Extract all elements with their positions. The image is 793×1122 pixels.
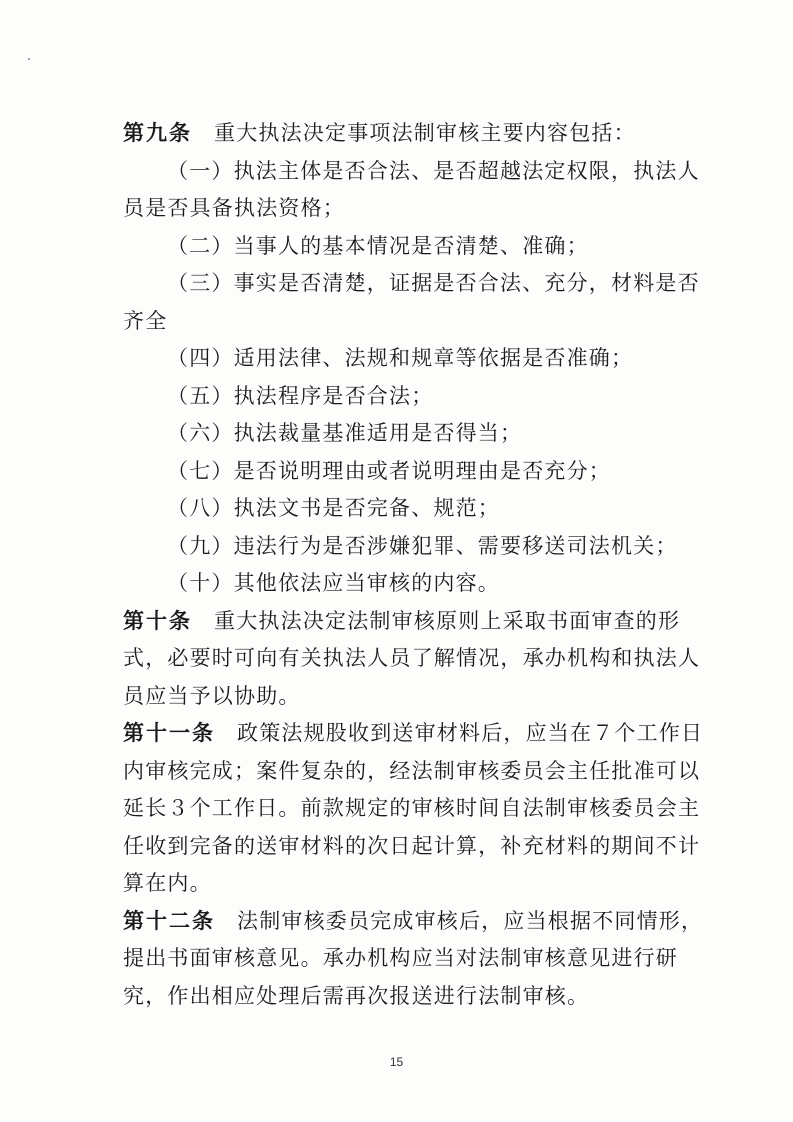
article-9-item-3-cont: 齐全 — [123, 308, 168, 333]
article-heading: 第十条 — [123, 608, 192, 633]
article-11-line-5: 算在内。 — [123, 871, 212, 895]
article-9-item-3: （三）事实是否清楚，证据是否合法、充分，材料是否 — [167, 271, 700, 295]
article-9-item-10: （十）其他依法应当审核的内容。 — [167, 571, 500, 595]
article-9-item-8: （八）执法文书是否完备、规范； — [167, 496, 500, 520]
article-9-item-9: （九）违法行为是否涉嫌犯罪、需要移送司法机关； — [167, 533, 678, 558]
article-9-line-1 — [123, 115, 688, 153]
article-9-item-5: （五）执法程序是否合法； — [167, 383, 434, 408]
scan-speck — [28, 58, 30, 60]
article-9-item-4: （四）适用法律、法规和规章等依据是否准确； — [167, 346, 634, 370]
article-heading: 第十一条 — [123, 721, 215, 745]
article-11-line-2: 内审核完成；案件复杂的，经法制审核委员会主任批准可以 — [123, 758, 701, 783]
article-text: 政策法规股收到送审材料后，应当在７个工作日 — [237, 721, 704, 745]
article-12-line-3: 究，作出相应处理后需再次报送进行法制审核。 — [123, 983, 590, 1008]
article-text: 重大执法决定事项法制审核主要内容包括： — [214, 121, 636, 145]
article-heading: 第十二条 — [123, 908, 215, 933]
article-9-item-1: （一）执法主体是否合法、是否超越法定权限，执法人 — [167, 158, 700, 183]
article-text: 法制审核委员完成审核后，应当根据不同情形， — [237, 908, 704, 933]
article-10-line-2: 式，必要时可向有关执法人员了解情况，承办机构和执法人 — [123, 646, 701, 670]
article-9-item-7: （七）是否说明理由或者说明理由是否充分； — [167, 458, 611, 483]
article-12-line-2: 提出书面审核意见。承办机构应当对法制审核意见进行研 — [123, 946, 678, 970]
article-11-line-3: 延长３个工作日。前款规定的审核时间自法制审核委员会主 — [123, 796, 701, 820]
article-9-item-6: （六）执法裁量基准适用是否得当； — [167, 421, 523, 445]
document-body — [123, 115, 704, 1015]
article-9-item-1-cont: 员是否具备执法资格； — [123, 196, 345, 220]
article-11-line-4: 任收到完备的送审材料的次日起计算，补充材料的期间不计 — [123, 833, 701, 858]
article-10-line-1 — [123, 603, 688, 641]
article-heading: 第九条 — [123, 121, 192, 145]
article-12-line-1 — [123, 903, 704, 941]
article-text: 重大执法决定法制审核原则上采取书面审查的形 — [214, 608, 681, 633]
page-number: 15 — [389, 1055, 404, 1069]
article-10-line-3: 员应当予以协助。 — [123, 683, 301, 708]
article-9-item-2: （二）当事人的基本情况是否清楚、准确； — [167, 233, 589, 258]
article-11-line-1 — [123, 715, 704, 753]
